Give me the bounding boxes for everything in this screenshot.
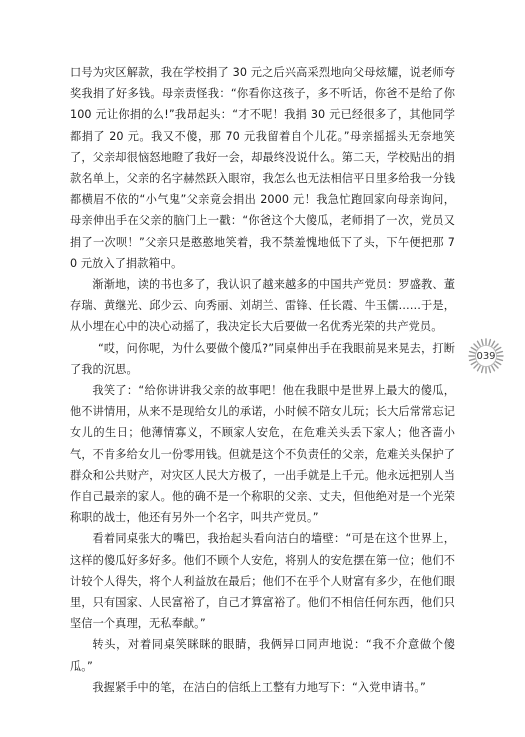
paragraph-6: 转头，对着同桌笑眯眯的眼睛，我俩异口同声地说：“我不介意做个傻瓜。” <box>70 638 455 673</box>
document-body <box>70 62 455 698</box>
paragraph-2: 渐渐地，读的书也多了，我认识了越来越多的中国共产党员：罗盛教、董存瑞、黄继光、邱少云、向秀丽、刘胡兰、雷锋、任长霞、牛玉儒……于是，从小埋在心中的决心动摇了，我决定长大后要做一名优秀光荣的共产党员。 <box>70 278 455 334</box>
paragraph-5: 看着同桌张大的嘴巴，我抬起头看向洁白的墙壁：“可是在这个世界上，这样的傻瓜好多好多。他们不顾个人安危，将别人的安危摆在第一位；他们不计较个人得失，将个人利益放在最后；他们不在乎个人财富有多少，在他们眼里，只有国家、人民富裕了，自己才算富裕了。他们不相信任何东西，他们只坚信一个真理，无私奉献。” <box>70 532 455 631</box>
page-number: 039 <box>476 350 496 362</box>
paragraph-4: 我笑了：“给你讲讲我父亲的故事吧！他在我眼中是世界上最大的傻瓜，他不讲情用，从来不是现给女儿的承诺，小时候不陪女儿玩；长大后常常忘记女儿的生日；他薄情寡义，不顾家人安危，在危难关头丢下家人；他吝啬小气，不肯多给女儿一份零用钱。但就是这个不负责任的父亲，危难关头保护了群众和公共财产，对灾区人民大方极了，一出手就是上千元。他永远把别人当作自己最亲的家人。他的确不是一个称职的父亲、丈夫，但他绝对是一个光荣称职的战士，他还有另外一个名字，叫共产党员。” <box>70 384 455 525</box>
paragraph-1: 口号为灾区解款，我在学校捐了 30 元之后兴高采烈地向父母炫耀，说老师夸奖我捐了好多钱。母亲责怪我：“你看你这孩子，多不听话，你爸不是给了你 100 元让你捐的么!”我昂起头：“才不呢！我捐 30 元已经很多了，其他同学都捐了 20 元。我又不傻，那 70 元我留着自个儿花。”母亲摇摇头无奈地笑了，父亲却很恼怒地瞪了我好一会，却最终没说什么。第二天，学校贴出的捐款名单上，父亲的名字赫然跃入眼帘，我怎么也无法相信平日里多给我一分钱都横眉不依的“小气鬼”父亲竟会捐出 2000 元！我急忙跑回家向母亲询问，母亲伸出手在父亲的脑门上一戳：“你爸这个大傻瓜，老师捐了一次，党员又捐了一次呗！”父亲只是憨憨地笑着，我不禁羞愧地低下了头，下午便把那 70 元放入了捐款箱中。 <box>70 66 455 270</box>
paragraph-7: 我握紧手中的笔，在洁白的信纸上工整有力地写下：“入党申请书。” <box>92 680 426 694</box>
paragraph-3: “哎，问你呢，为什么要做个傻瓜?”同桌伸出手在我眼前晃来晃去，打断了我的沉思。 <box>70 341 455 376</box>
page-number-badge <box>468 338 504 374</box>
